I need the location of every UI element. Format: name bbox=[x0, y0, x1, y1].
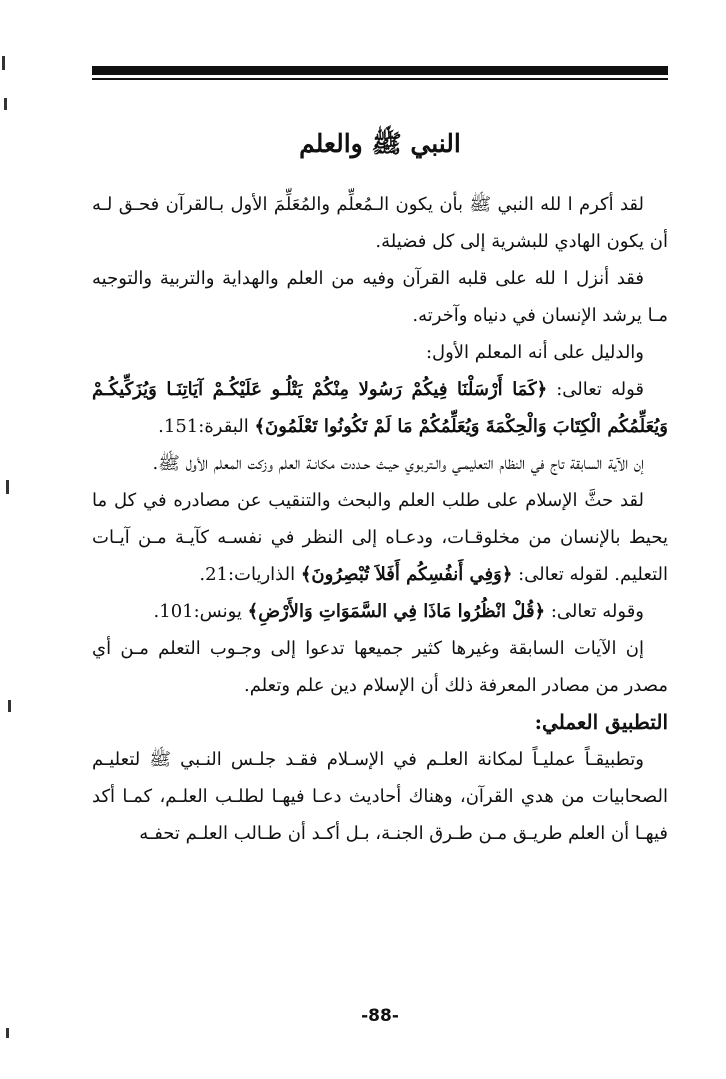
paragraph-verse-commentary: إن الآية السابقة تاج في النظام التعليمـي والـتربوي حيـث حـددت مكانـة العلم وزكت المعلم الأول ﷺ. bbox=[152, 453, 644, 474]
quran-verse: ﴿قُلْ انْظُرُوا مَاذَا فِي السَّمَوَاتِ وَالأَرْضِ﴾ bbox=[247, 601, 546, 622]
paragraph-conclusion: إن الآيات السابقة وغيرها كثير جميعها تدعوا إلى وجـوب التعلم مـن أي مصدر من مصادر المعرفة ذلك أن الإسلام دين علم وتعلم. bbox=[92, 638, 668, 696]
header-rule-thin bbox=[92, 78, 668, 80]
verse-reference: يونس:101. bbox=[153, 601, 248, 622]
verse-reference: البقرة:151. bbox=[158, 416, 255, 437]
page-number: -88- bbox=[361, 1006, 399, 1026]
section-heading: التطبيق العملي: bbox=[534, 710, 668, 734]
scan-edge-mark bbox=[4, 98, 7, 110]
scan-edge-mark bbox=[8, 700, 11, 712]
scan-edge-mark bbox=[6, 480, 9, 494]
quran-verse: ﴿كَمَا أَرْسَلْنَا فِيكُمْ رَسُولا مِنْكُمْ يَتْلُـو عَلَيْكُـمْ آيَاتِنَـا وَيُزَكِّيكُـمْ وَيُعَلِّمُكُم الْكِتَابَ وَالْحِكْمَةَ وَيُعَلِّمُكُمْ مَا لَمْ تَكُونُوا تَعْلَمُونَ﴾ bbox=[92, 379, 668, 437]
paragraph-evidence-lead: والدليل على أنه المعلم الأول: bbox=[425, 342, 644, 363]
header-rule-thick bbox=[92, 66, 668, 75]
verse-lead: وقوله تعالى: bbox=[545, 601, 644, 622]
quran-verse: ﴿وَفِي أَنفُسِكُم أَفَلاَ تُبْصِرُونَ﴾ bbox=[300, 564, 513, 585]
paragraph-verse-baqarah bbox=[92, 371, 668, 445]
paragraph-text: لقد حثَّ الإسلام على طلب العلم والبحث والتنقيب عن مصادره في كل ما يحيط بالإنسان من مخلوقـات، ودعـاه إلى النظر في نفسـه كآيـة مـن آيـات التعليم. لقوله تعالى: bbox=[92, 490, 668, 585]
verse-reference: الذاريات:21. bbox=[199, 564, 301, 585]
scan-edge-mark bbox=[2, 56, 5, 70]
paragraph-intro: لقد أكرم ا لله النبي ﷺ بأن يكون الـمُعلِّم والمُعَلِّمَ الأول بـالقرآن فحـق لـه أن يكون الهادي للبشرية إلى كل فضيلة. bbox=[92, 194, 668, 252]
paragraph-encouragement bbox=[92, 482, 668, 593]
page-title: النبي ﷺ والعلم bbox=[299, 129, 461, 158]
verse-lead: قوله تعالى: bbox=[547, 379, 644, 400]
paragraph-verse-yunus bbox=[92, 593, 668, 630]
scan-edge-mark bbox=[6, 1028, 9, 1038]
paragraph-practical: وتطبيقـاً عمليـاً لمكانة العلـم في الإسـلام فقـد جلـس النـبي ﷺ لتعليـم الصحابيات من هدي القرآن، وهناك أحاديث دعـا فيهـا لطلـب العلـم، كمـا أكد فيهـا أن العلم طريـق مـن طـرق الجنـة، بـل أكـد أن طـالب العلـم تحفـه bbox=[92, 749, 668, 844]
body-text bbox=[92, 186, 668, 852]
paragraph-revelation: فقد أنزل ا لله على قلبه القرآن وفيه من العلم والهداية والتربية والتوجيه مـا يرشد الإنسان في دنياه وآخرته. bbox=[92, 268, 668, 326]
